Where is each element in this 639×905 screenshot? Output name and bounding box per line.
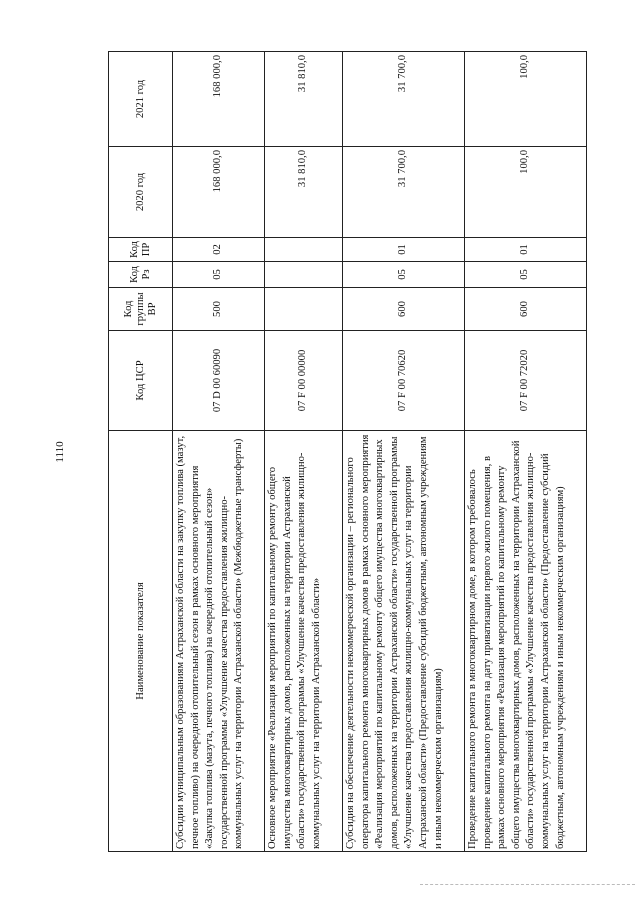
table-row — [173, 52, 265, 852]
row-pr: 01 — [465, 238, 587, 262]
row-vr — [265, 288, 343, 331]
header-pr: Код ПР — [109, 238, 173, 262]
row-rz: 05 — [465, 262, 587, 288]
row-2020: 100,0 — [465, 147, 587, 238]
row-2021: 31 810,0 — [265, 52, 343, 147]
header-row — [109, 52, 173, 852]
row-2021: 31 700,0 — [343, 52, 465, 147]
header-vr: Код группы ВР — [109, 288, 173, 331]
row-2020: 168 000,0 — [173, 147, 265, 238]
page-number: 1110 — [54, 441, 66, 463]
table-row — [265, 52, 343, 852]
row-vr: 500 — [173, 288, 265, 331]
row-2021: 100,0 — [465, 52, 587, 147]
header-rz: Код Рз — [109, 262, 173, 288]
row-csr: 07 F 00 70620 — [343, 331, 465, 431]
row-vr: 600 — [465, 288, 587, 331]
row-csr: 07 F 00 72020 — [465, 331, 587, 431]
row-pr: 01 — [343, 238, 465, 262]
row-pr — [265, 238, 343, 262]
header-name: Наименование показателя — [109, 431, 173, 852]
budget-table — [108, 51, 587, 852]
table-row — [343, 52, 465, 852]
rotated-table-container — [108, 52, 566, 852]
row-2021: 168 000,0 — [173, 52, 265, 147]
row-name: Основное мероприятие «Реализация мероприятий по капитальному ремонту общего имущества многоквартирных домов, расположенных на территории Астраханской области» государственной программы «Улучшение качества предоставления жилищно-коммунальных услуг на территории Астраханской области» — [265, 431, 343, 852]
row-2020: 31 700,0 — [343, 147, 465, 238]
row-2020: 31 810,0 — [265, 147, 343, 238]
table-row — [465, 52, 587, 852]
row-rz — [265, 262, 343, 288]
row-pr: 02 — [173, 238, 265, 262]
row-rz: 05 — [173, 262, 265, 288]
row-name: Субсидия на обеспечение деятельности некоммерческой организации – регионального оператора капитального ремонта многоквартирных домов в рамках основного мероприятия «Реализация мероприятий по капитальному ремонту общего имущества многоквартирных домов, расположенных на территории Астраханской области» государственной программы «Улучшение качества предоставления жилищно-коммунальных услуг на территории Астраханской области» (Предоставление субсидий бюджетным, автономным учреждениям и иным некоммерческим организациям) — [343, 431, 465, 852]
row-csr: 07 D 00 60090 — [173, 331, 265, 431]
row-name: Субсидии муниципальным образованиям Астраханской области на закупку топлива (мазут, печное топливо) на очередной отопительный сезон в рамках основного мероприятия «Закупка топлива (мазута, печного топлива) на очередной отопительный сезон» государственной программы «Улучшение качества предоставления жилищно-коммунальных услуг на территории Астраханской области» (Межбюджетные трансферты) — [173, 431, 265, 852]
row-csr: 07 F 00 00000 — [265, 331, 343, 431]
header-2021: 2021 год — [109, 52, 173, 147]
header-2020: 2020 год — [109, 147, 173, 238]
row-name: Проведение капитального ремонта в многоквартирном доме, в котором требовалось проведение капитального ремонта на дату приватизации первого жилого помещения, в рамках основного мероприятия «Реализация мероприятий по капитальному ремонту общего имущества многоквартирных домов, расположенных на территории Астраханской области» государственной программы «Улучшение качества предоставления жилищно-коммунальных услуг на территории Астраханской области» (Предоставление субсидий бюджетным, автономным учреждениям и иным некоммерческим организациям) — [465, 431, 587, 852]
header-csr: Код ЦСР — [109, 331, 173, 431]
row-rz: 05 — [343, 262, 465, 288]
scan-artifact-line — [420, 884, 635, 885]
row-vr: 600 — [343, 288, 465, 331]
